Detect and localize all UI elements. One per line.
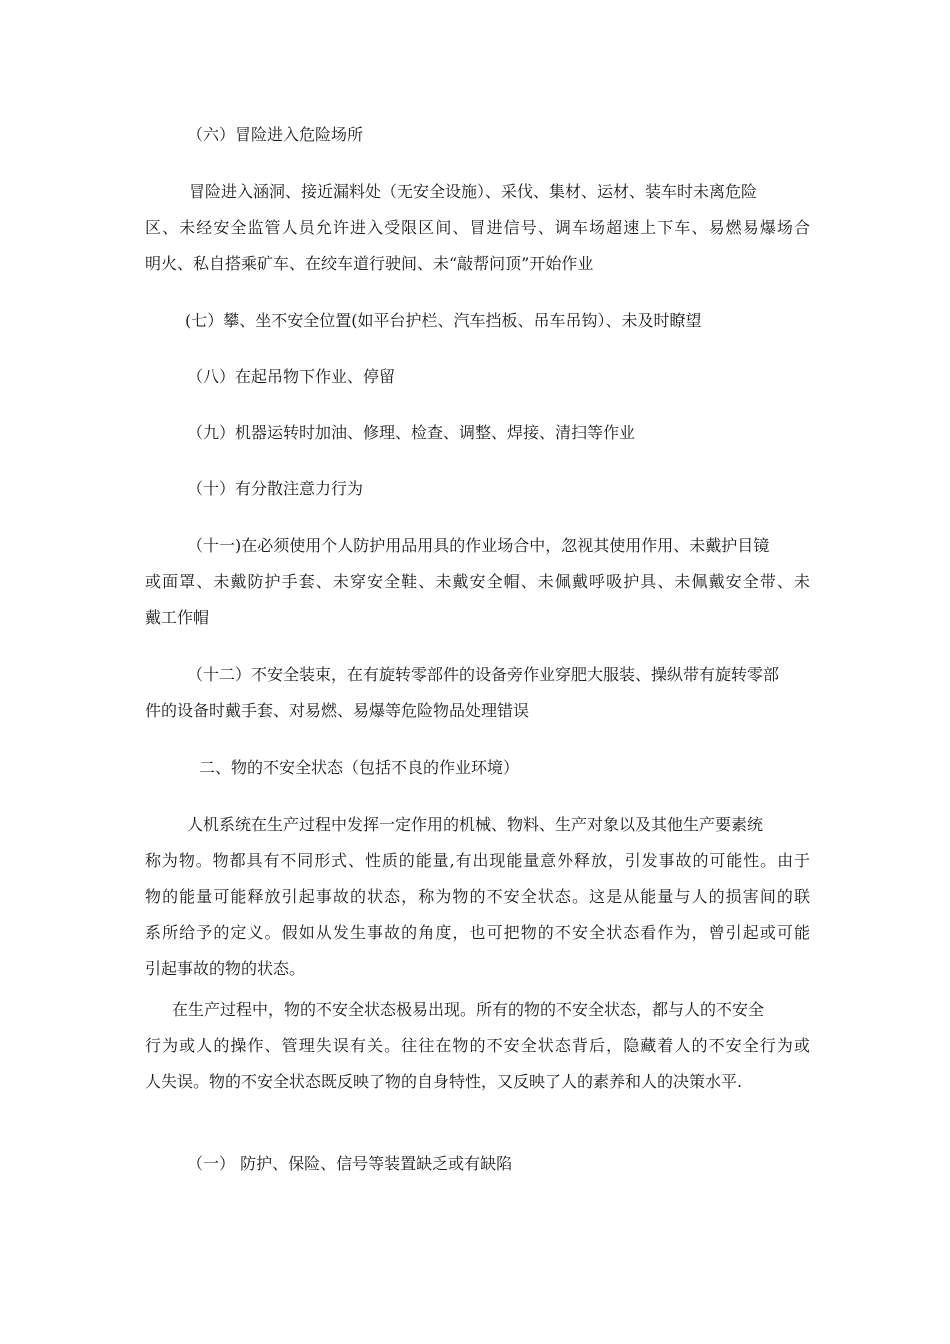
paragraph-two-line-3: 人失误。物的不安全状态既反映了物的自身特性，又反映了人的素养和人的决策水平.	[145, 1072, 743, 1091]
section-ten-text: （十）有分散注意力行为	[187, 479, 364, 498]
paragraph-one-line-5: 引起事故的物的状态。	[145, 959, 306, 978]
paragraph-one-line-2: 称为物。物都具有不同形式、性质的能量,有出现能量意外释放，引发事故的可能性。由于	[145, 851, 810, 870]
section-nine-text: （九）机器运转时加油、修理、检查、调整、焊接、清扫等作业	[187, 423, 636, 442]
section-seven-text: (七）攀、坐不安全位置(如平台护栏、汽车挡板、吊车吊钩）、未及时瞭望	[185, 311, 702, 330]
part-two-heading: 二、物的不安全状态（包括不良的作业环境）	[199, 758, 520, 777]
paragraph-one-line-3: 物的能量可能释放引起事故的状态，称为物的不安全状态。这是从能量与人的损害间的联	[145, 887, 810, 906]
section-eight-text: （八）在起吊物下作业、停留	[187, 367, 396, 386]
section-twelve-line-2: 件的设备时戴手套、对易燃、易爆等危险物品处理错误	[145, 701, 530, 720]
paragraph-one-line-1: 人机系统在生产过程中发挥一定作用的机械、物料、生产对象以及其他生产要素统	[187, 815, 764, 834]
section-six-heading: （六）冒险进入危险场所	[187, 125, 364, 144]
section-twelve-line-1: （十二）不安全装束，在有旋转零部件的设备旁作业穿肥大服装、操纵带有旋转零部	[187, 665, 780, 684]
paragraph-two-line-2: 行为或人的操作、管理失误有关。往往在物的不安全状态背后，隐藏着人的不安全行为或	[145, 1036, 810, 1055]
section-eleven-line-3: 戴工作帽	[145, 608, 210, 627]
section-six-line-2: 区、未经安全监管人员允许进入受限区间、冒进信号、调车场超速上下车、易燃易爆场合	[145, 218, 810, 237]
section-six-line-1: 冒险进入涵洞、接近漏料处（无安全设施）、采伐、集材、运材、装车时未离危险	[189, 182, 758, 201]
section-eleven-line-2: 或面罩、未戴防护手套、未穿安全鞋、未戴安全帽、未佩戴呼吸护具、未佩戴安全带、未	[145, 572, 810, 591]
section-six-line-3: 明火、私自搭乘矿车、在绞车道行驶间、未“敲帮问顶”开始作业	[145, 254, 594, 273]
paragraph-two-line-1: 在生产过程中，物的不安全状态极易出现。所有的物的不安全状态，都与人的不安全	[172, 1000, 765, 1019]
sub-one-heading: （一） 防护、保险、信号等装置缺乏或有缺陷	[187, 1154, 513, 1173]
section-eleven-line-1: （十一)在必须使用个人防护用品用具的作业场合中，忽视其使用作用、未戴护目镜	[187, 536, 770, 555]
paragraph-one-line-4: 系所给予的定义。假如从发生事故的角度，也可把物的不安全状态看作为，曾引起或可能	[145, 923, 810, 942]
